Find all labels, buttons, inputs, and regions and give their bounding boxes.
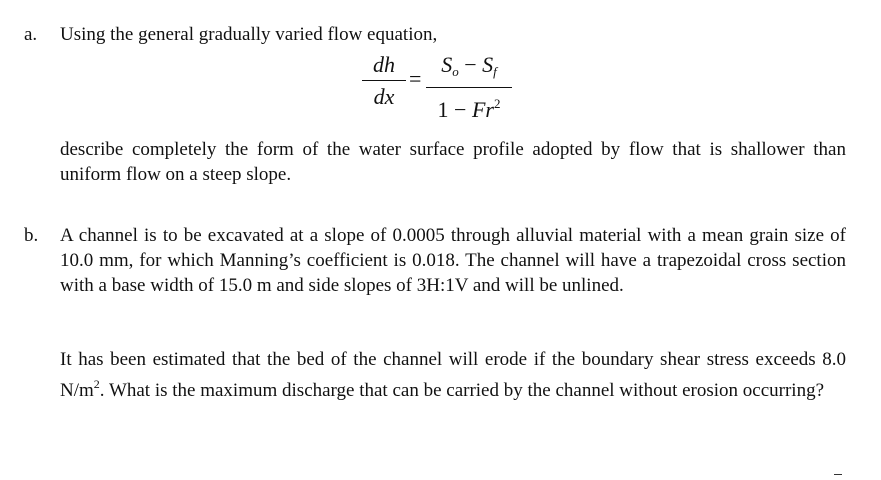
rhs-numerator	[426, 52, 512, 85]
rhs-fraction	[426, 52, 512, 123]
friction-slope-subscript: f	[493, 64, 497, 79]
equals-sign: =	[409, 66, 422, 91]
froude-symbol: Fr	[471, 97, 494, 122]
rhs-fraction-bar	[426, 87, 512, 88]
one-minus: 1 −	[437, 97, 472, 122]
lhs-numerator: dh	[373, 52, 395, 77]
lhs-denominator: dx	[373, 84, 395, 109]
minus-sign: −	[458, 52, 483, 77]
friction-slope-symbol: S	[482, 52, 494, 77]
rhs-denominator	[426, 91, 512, 123]
part-a-marker: a.	[24, 24, 38, 45]
slope-symbol: S	[441, 52, 453, 77]
page-edge-mark	[834, 474, 842, 475]
part-a-intro: Using the general gradually varied flow equation,	[60, 24, 438, 45]
area-unit-exponent: 2	[93, 377, 100, 391]
part-a-question: describe completely the form of the water surface profile adopted by flow that is shallower than uniform flow on a steep slope.	[60, 139, 846, 185]
paragraph-2-text-start: It has been estimated that the bed of the channel will erode if the boundary shear stress exceeds 8.0 N/m	[60, 349, 846, 401]
part-b-paragraph-1: A channel is to be excavated at a slope of 0.0005 through alluvial material with a mean grain size of 10.0 mm, for which Manning’s coefficient is 0.018. The channel will have a trapezoidal cross section with a base width of 15.0 m and side slopes of 3H:1V and will be unlined.	[60, 225, 846, 296]
bed-slope-subscript: o	[452, 64, 459, 79]
part-b-marker: b.	[24, 225, 39, 246]
paragraph-2-text-end: . What is the maximum discharge that can be carried by the channel without erosion occurring?	[99, 380, 825, 401]
part-b-paragraph-2	[60, 347, 846, 403]
froude-exponent: 2	[493, 96, 501, 111]
lhs-fraction-bar	[362, 80, 406, 81]
lhs-fraction	[362, 52, 406, 110]
